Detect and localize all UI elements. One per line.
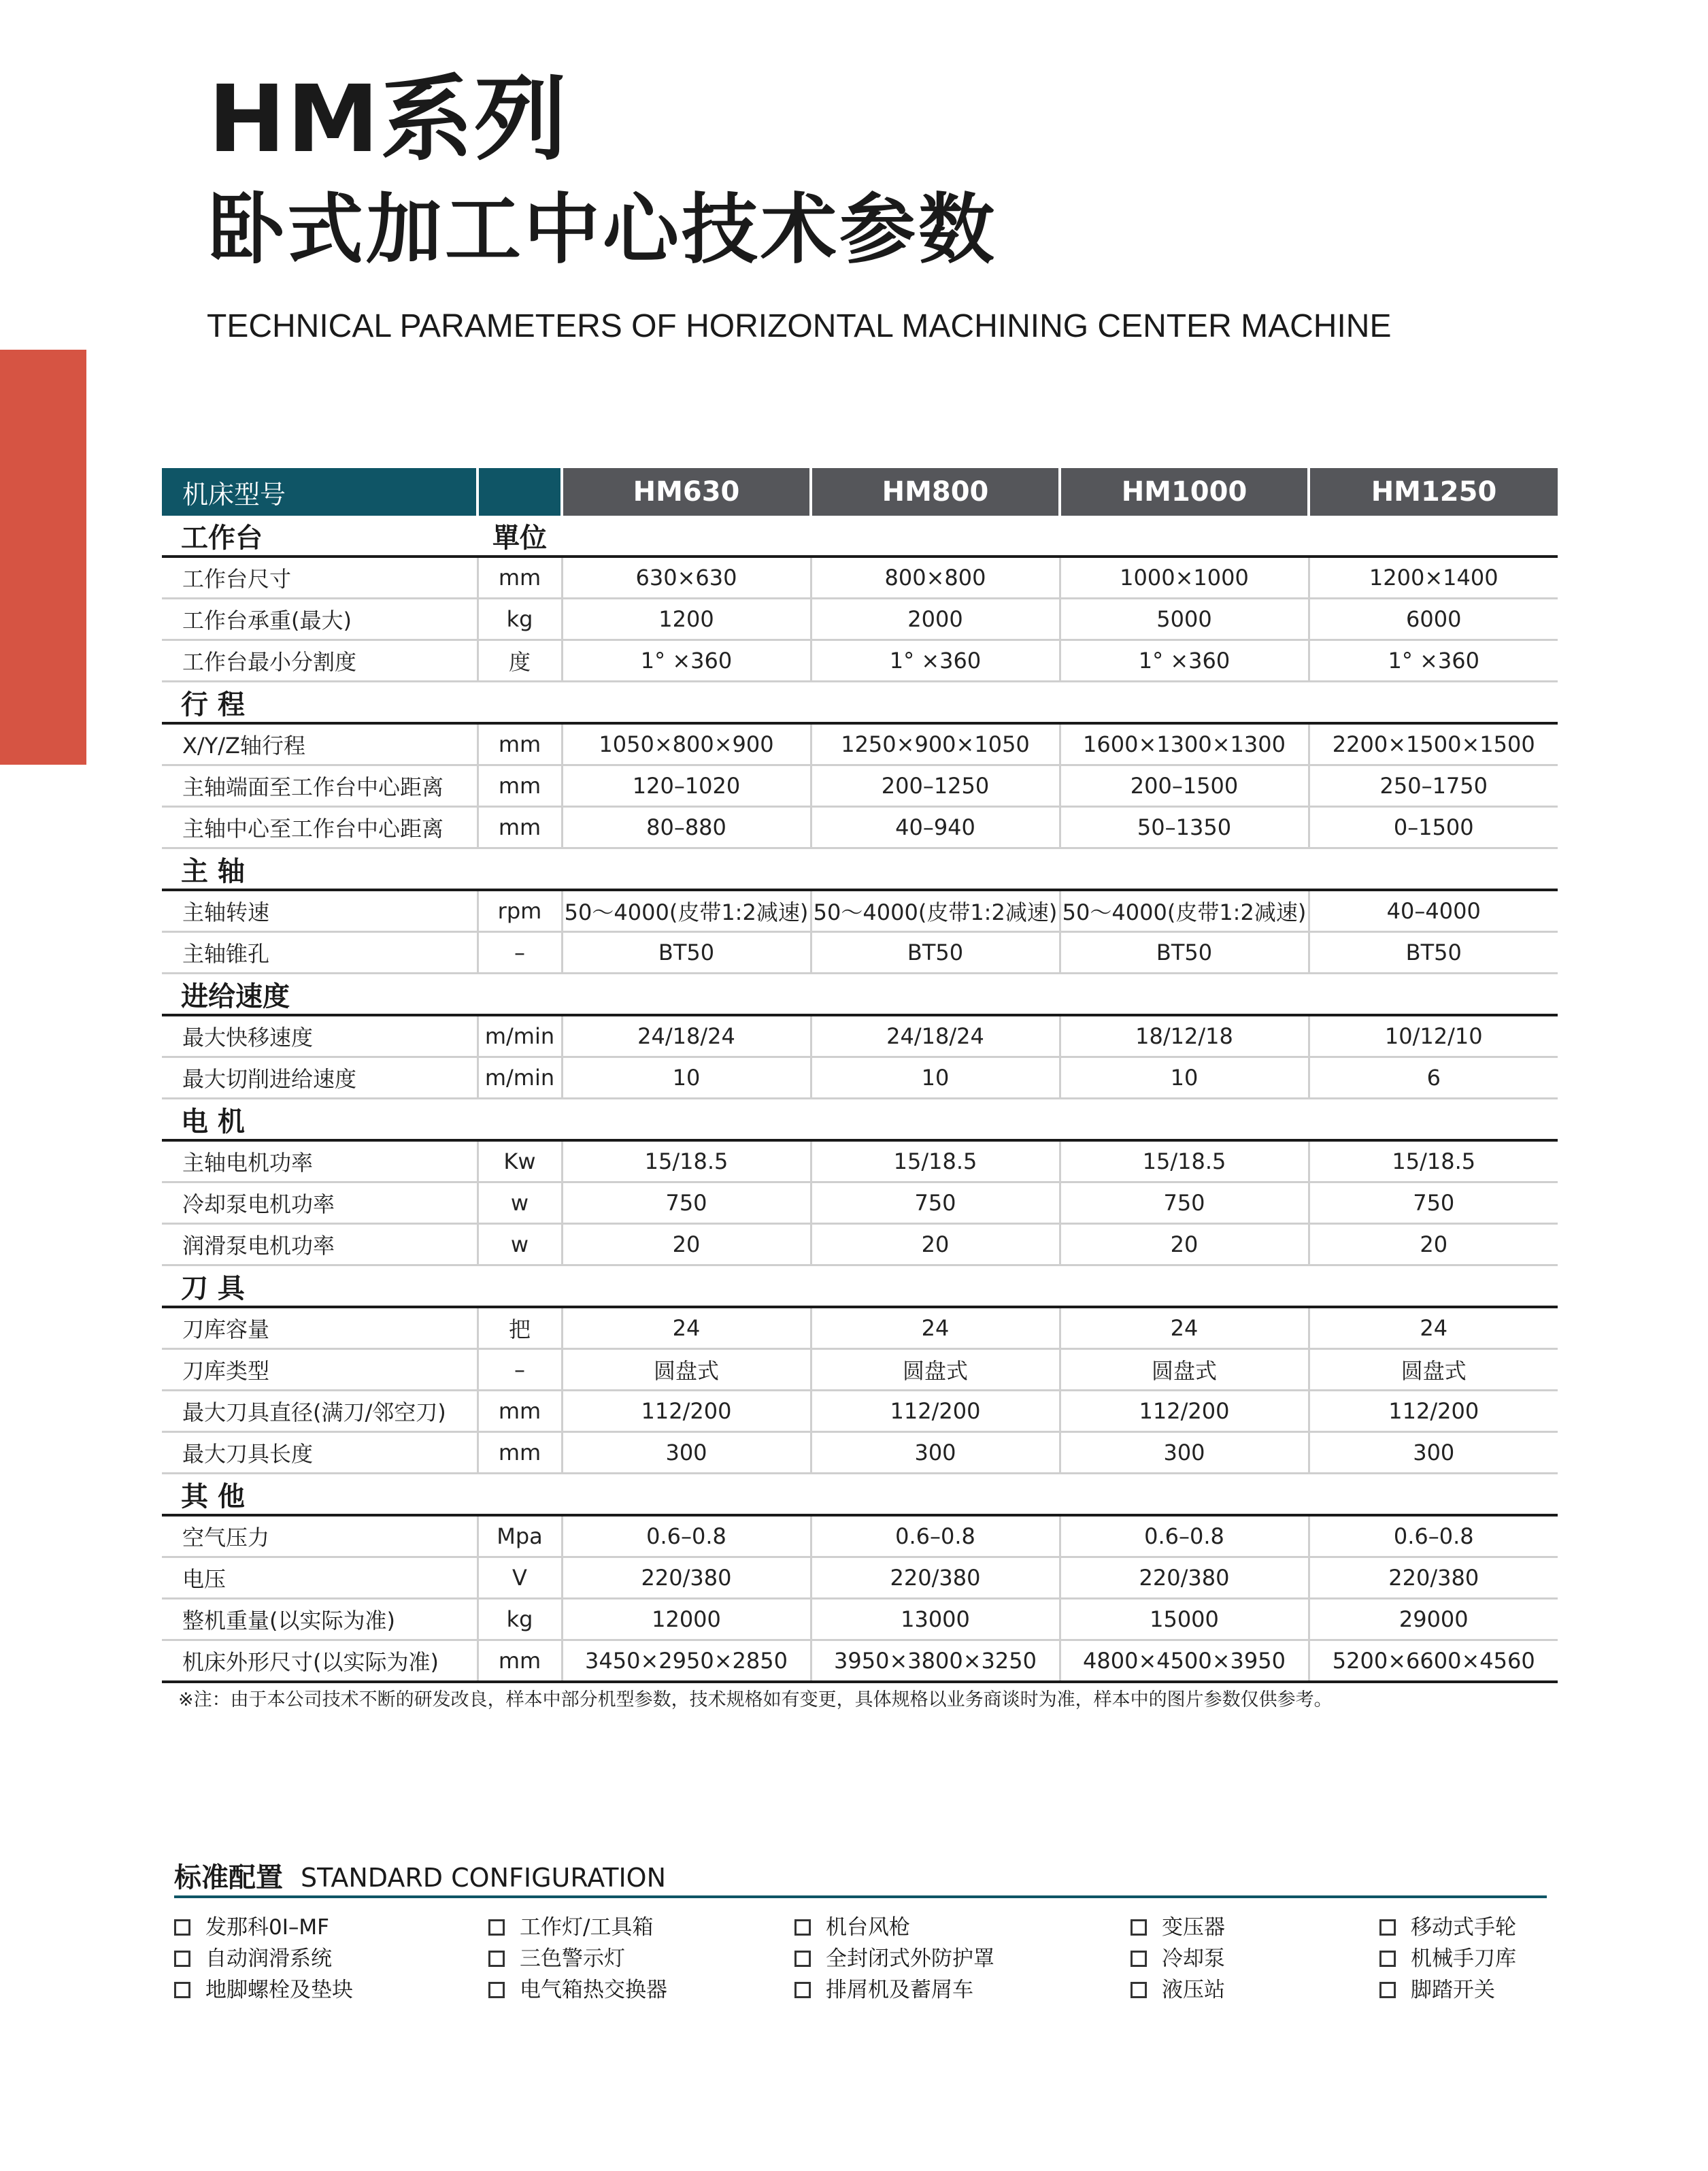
config-item (1379, 1974, 1516, 2006)
param-name: 最大切削进给速度 (162, 1057, 478, 1099)
param-unit: rpm (478, 890, 562, 932)
spec-table (162, 468, 1558, 1683)
param-name: 主轴中心至工作台中心距离 (162, 807, 478, 848)
table-row (162, 765, 1558, 807)
header-model-hm800: HM800 (811, 468, 1060, 516)
value-cell: 18/12/18 (1060, 1015, 1309, 1057)
accent-bar (0, 350, 86, 765)
param-unit: mm (478, 765, 562, 807)
config-item-label: 脚踏开关 (1411, 1978, 1495, 2002)
value-cell: 1200×1400 (1309, 557, 1558, 599)
value-cell: BT50 (562, 932, 811, 974)
value-cell: 750 (1060, 1182, 1309, 1224)
section-title: 电 机 (162, 1099, 478, 1141)
param-unit: w (478, 1182, 562, 1224)
value-cell: 4800×4500×3950 (1060, 1640, 1309, 1683)
config-item (174, 1943, 353, 1974)
standard-config-title (174, 1856, 666, 1895)
param-unit: mm (478, 1432, 562, 1474)
value-cell: 50～4000(皮带1:2减速) (1060, 890, 1309, 932)
param-name: 最大刀具长度 (162, 1432, 478, 1474)
config-item-label: 自动润滑系统 (205, 1946, 332, 1971)
value-cell: 200–1500 (1060, 765, 1309, 807)
table-row (162, 1182, 1558, 1224)
value-cell: 220/380 (1309, 1557, 1558, 1599)
config-column (794, 1912, 994, 2006)
standard-config-title-en: STANDARD CONFIGURATION (301, 1863, 666, 1893)
config-item-label: 地脚螺栓及垫块 (205, 1978, 353, 2002)
value-cell: 50～4000(皮带1:2减速) (811, 890, 1060, 932)
value-cell: 24 (1309, 1307, 1558, 1349)
value-cell: 200–1250 (811, 765, 1060, 807)
value-cell: 0.6–0.8 (562, 1515, 811, 1557)
checkbox-icon (794, 1951, 811, 1967)
value-cell: 50～4000(皮带1:2减速) (562, 890, 811, 932)
value-cell: 112/200 (562, 1391, 811, 1432)
section-title: 工作台 (162, 516, 478, 557)
value-cell: 5000 (1060, 599, 1309, 640)
value-cell: 0.6–0.8 (811, 1515, 1060, 1557)
config-item (1379, 1943, 1516, 1974)
value-cell: 29000 (1309, 1599, 1558, 1640)
checkbox-icon (174, 1951, 190, 1967)
value-cell: 750 (811, 1182, 1060, 1224)
param-unit: 把 (478, 1307, 562, 1349)
value-cell: 112/200 (1060, 1391, 1309, 1432)
header-model-hm630: HM630 (562, 468, 811, 516)
checkbox-icon (1379, 1919, 1396, 1936)
section-row (162, 682, 1558, 724)
value-cell: 15/18.5 (562, 1140, 811, 1182)
value-cell: 0.6–0.8 (1060, 1515, 1309, 1557)
value-cell: 15/18.5 (811, 1140, 1060, 1182)
section-blank (562, 974, 1558, 1016)
config-item-label: 电气箱热交换器 (520, 1978, 667, 2002)
config-item (174, 1974, 353, 2006)
table-row (162, 1140, 1558, 1182)
section-unit-header (478, 1265, 562, 1308)
table-row (162, 1307, 1558, 1349)
footnote: ※注：由于本公司技术不断的研发改良，样本中部分机型参数，技术规格如有变更，具体规格以业务商谈时为准，样本中的图片参数仅供参考。 (178, 1689, 1333, 1710)
config-item (1131, 1943, 1225, 1974)
param-name: 主轴电机功率 (162, 1140, 478, 1182)
section-title: 其 他 (162, 1474, 478, 1516)
section-title: 刀 具 (162, 1265, 478, 1308)
param-unit: w (478, 1224, 562, 1265)
value-cell: 80–880 (562, 807, 811, 848)
checkbox-icon (1131, 1951, 1147, 1967)
value-cell: 24/18/24 (811, 1015, 1060, 1057)
value-cell: 1° ×360 (1060, 640, 1309, 682)
section-unit-header (478, 974, 562, 1016)
param-unit: V (478, 1557, 562, 1599)
param-unit: mm (478, 557, 562, 599)
header-label: 机床型号 (162, 468, 478, 516)
config-item (1131, 1974, 1225, 2006)
value-cell: 圆盘式 (1060, 1349, 1309, 1391)
param-unit: m/min (478, 1015, 562, 1057)
english-subtitle: TECHNICAL PARAMETERS OF HORIZONTAL MACHINING CENTER MACHINE (207, 308, 1392, 344)
section-title: 进给速度 (162, 974, 478, 1016)
config-column (1131, 1912, 1225, 2006)
section-title: 主 轴 (162, 848, 478, 891)
config-column (174, 1912, 353, 2006)
param-unit: kg (478, 1599, 562, 1640)
value-cell: 6000 (1309, 599, 1558, 640)
value-cell: 250–1750 (1309, 765, 1558, 807)
table-row (162, 723, 1558, 765)
section-row (162, 848, 1558, 891)
value-cell: 1600×1300×1300 (1060, 723, 1309, 765)
table-row (162, 1557, 1558, 1599)
checkbox-icon (794, 1919, 811, 1936)
value-cell: 1° ×360 (811, 640, 1060, 682)
section-blank (562, 1474, 1558, 1516)
checkbox-icon (174, 1982, 190, 1998)
checkbox-icon (488, 1919, 505, 1936)
value-cell: BT50 (811, 932, 1060, 974)
page-title: 卧式加工中心技术参数 (208, 186, 997, 274)
value-cell: 10 (562, 1057, 811, 1099)
section-unit-header (478, 1474, 562, 1516)
standard-config-divider (174, 1895, 1547, 1898)
param-unit: kg (478, 599, 562, 640)
param-name: 工作台尺寸 (162, 557, 478, 599)
value-cell: 2200×1500×1500 (1309, 723, 1558, 765)
param-name: 电压 (162, 1557, 478, 1599)
value-cell: 220/380 (1060, 1557, 1309, 1599)
config-item-label: 工作灯/工具箱 (520, 1915, 654, 1940)
section-row (162, 974, 1558, 1016)
value-cell: 50–1350 (1060, 807, 1309, 848)
section-row (162, 1099, 1558, 1141)
config-item (488, 1974, 667, 2006)
value-cell: 300 (1060, 1432, 1309, 1474)
value-cell: 24/18/24 (562, 1015, 811, 1057)
param-unit: Kw (478, 1140, 562, 1182)
value-cell: 220/380 (811, 1557, 1060, 1599)
value-cell: 15/18.5 (1309, 1140, 1558, 1182)
param-name: 工作台承重(最大) (162, 599, 478, 640)
table-row (162, 599, 1558, 640)
param-name: 润滑泵电机功率 (162, 1224, 478, 1265)
param-name: 最大快移速度 (162, 1015, 478, 1057)
value-cell: 112/200 (811, 1391, 1060, 1432)
section-blank (562, 1265, 1558, 1308)
config-item (794, 1943, 994, 1974)
param-unit: m/min (478, 1057, 562, 1099)
value-cell: 1000×1000 (1060, 557, 1309, 599)
section-unit-header (478, 848, 562, 891)
header-unit-cell (478, 468, 562, 516)
value-cell: 12000 (562, 1599, 811, 1640)
table-row (162, 1640, 1558, 1683)
param-name: 空气压力 (162, 1515, 478, 1557)
section-unit-header (478, 1099, 562, 1141)
value-cell: 800×800 (811, 557, 1060, 599)
value-cell: 圆盘式 (1309, 1349, 1558, 1391)
section-blank (562, 848, 1558, 891)
param-name: 刀库类型 (162, 1349, 478, 1391)
section-row (162, 1265, 1558, 1308)
value-cell: 1° ×360 (1309, 640, 1558, 682)
config-item-label: 排屑机及蓄屑车 (826, 1978, 973, 2002)
value-cell: 220/380 (562, 1557, 811, 1599)
value-cell: 2000 (811, 599, 1060, 640)
value-cell: 0.6–0.8 (1309, 1515, 1558, 1557)
config-item (488, 1943, 667, 1974)
checkbox-icon (1379, 1951, 1396, 1967)
value-cell: 15000 (1060, 1599, 1309, 1640)
table-header-row (162, 468, 1558, 516)
section-unit-header: 單位 (478, 516, 562, 557)
value-cell: 圆盘式 (811, 1349, 1060, 1391)
value-cell: 300 (811, 1432, 1060, 1474)
value-cell: 1° ×360 (562, 640, 811, 682)
param-unit: mm (478, 1391, 562, 1432)
value-cell: 112/200 (1309, 1391, 1558, 1432)
value-cell: 20 (1309, 1224, 1558, 1265)
config-item-label: 液压站 (1162, 1978, 1225, 2002)
value-cell: 20 (811, 1224, 1060, 1265)
value-cell: 3950×3800×3250 (811, 1640, 1060, 1683)
section-blank (562, 1099, 1558, 1141)
checkbox-icon (1131, 1919, 1147, 1936)
value-cell: 750 (1309, 1182, 1558, 1224)
value-cell: 6 (1309, 1057, 1558, 1099)
config-item-label: 发那科0I–MF (205, 1915, 329, 1940)
table-row (162, 1515, 1558, 1557)
value-cell: 10 (811, 1057, 1060, 1099)
config-item (794, 1974, 994, 2006)
table-row (162, 1599, 1558, 1640)
section-blank (562, 682, 1558, 724)
param-name: 工作台最小分割度 (162, 640, 478, 682)
param-unit: Mpa (478, 1515, 562, 1557)
param-name: 刀库容量 (162, 1307, 478, 1349)
header-model-hm1250: HM1250 (1309, 468, 1558, 516)
value-cell: 5200×6600×4560 (1309, 1640, 1558, 1683)
table-row (162, 1057, 1558, 1099)
checkbox-icon (488, 1951, 505, 1967)
param-unit: mm (478, 1640, 562, 1683)
config-item (1379, 1912, 1516, 1943)
value-cell: 10/12/10 (1309, 1015, 1558, 1057)
table-row (162, 1224, 1558, 1265)
table-row (162, 890, 1558, 932)
param-unit: mm (478, 807, 562, 848)
config-item (1131, 1912, 1225, 1943)
param-unit: – (478, 932, 562, 974)
value-cell: 300 (562, 1432, 811, 1474)
value-cell: 1200 (562, 599, 811, 640)
config-item (794, 1912, 994, 1943)
checkbox-icon (1131, 1982, 1147, 1998)
config-item-label: 机械手刀库 (1411, 1946, 1516, 1971)
param-unit: mm (478, 723, 562, 765)
config-column (1379, 1912, 1516, 2006)
param-unit: 度 (478, 640, 562, 682)
section-title: 行 程 (162, 682, 478, 724)
config-item (488, 1912, 667, 1943)
value-cell: 630×630 (562, 557, 811, 599)
value-cell: 20 (562, 1224, 811, 1265)
value-cell: 750 (562, 1182, 811, 1224)
value-cell: 15/18.5 (1060, 1140, 1309, 1182)
config-item-label: 全封闭式外防护罩 (826, 1946, 994, 1971)
section-row (162, 516, 1558, 557)
param-name: 机床外形尺寸(以实际为准) (162, 1640, 478, 1683)
param-name: 整机重量(以实际为准) (162, 1599, 478, 1640)
standard-config-title-cn: 标准配置 (174, 1862, 283, 1893)
param-name: 最大刀具直径(满刀/邻空刀) (162, 1391, 478, 1432)
param-name: 主轴转速 (162, 890, 478, 932)
value-cell: 3450×2950×2850 (562, 1640, 811, 1683)
table-row (162, 1391, 1558, 1432)
config-item-label: 三色警示灯 (520, 1946, 625, 1971)
value-cell: 24 (1060, 1307, 1309, 1349)
checkbox-icon (488, 1982, 505, 1998)
value-cell: 10 (1060, 1057, 1309, 1099)
value-cell: 1050×800×900 (562, 723, 811, 765)
value-cell: 20 (1060, 1224, 1309, 1265)
checkbox-icon (1379, 1982, 1396, 1998)
section-blank (562, 516, 1558, 557)
param-name: 主轴锥孔 (162, 932, 478, 974)
section-row (162, 1474, 1558, 1516)
table-row (162, 807, 1558, 848)
value-cell: 圆盘式 (562, 1349, 811, 1391)
table-row (162, 1349, 1558, 1391)
value-cell: BT50 (1309, 932, 1558, 974)
value-cell: 1250×900×1050 (811, 723, 1060, 765)
config-item-label: 移动式手轮 (1411, 1915, 1516, 1940)
value-cell: 300 (1309, 1432, 1558, 1474)
value-cell: 0–1500 (1309, 807, 1558, 848)
config-item-label: 变压器 (1162, 1915, 1225, 1940)
config-item-label: 冷却泵 (1162, 1946, 1225, 1971)
table-row (162, 932, 1558, 974)
value-cell: 24 (811, 1307, 1060, 1349)
config-column (488, 1912, 667, 2006)
section-unit-header (478, 682, 562, 724)
param-name: 主轴端面至工作台中心距离 (162, 765, 478, 807)
param-name: X/Y/Z轴行程 (162, 723, 478, 765)
table-row (162, 557, 1558, 599)
value-cell: 120–1020 (562, 765, 811, 807)
value-cell: BT50 (1060, 932, 1309, 974)
value-cell: 40–940 (811, 807, 1060, 848)
table-row (162, 1432, 1558, 1474)
header-model-hm1000: HM1000 (1060, 468, 1309, 516)
checkbox-icon (794, 1982, 811, 1998)
param-name: 冷却泵电机功率 (162, 1182, 478, 1224)
series-title: HM系列 (208, 66, 569, 173)
table-row (162, 640, 1558, 682)
checkbox-icon (174, 1919, 190, 1936)
value-cell: 13000 (811, 1599, 1060, 1640)
value-cell: 24 (562, 1307, 811, 1349)
table-row (162, 1015, 1558, 1057)
param-unit: – (478, 1349, 562, 1391)
value-cell: 40–4000 (1309, 890, 1558, 932)
config-item-label: 机台风枪 (826, 1915, 910, 1940)
config-item (174, 1912, 353, 1943)
